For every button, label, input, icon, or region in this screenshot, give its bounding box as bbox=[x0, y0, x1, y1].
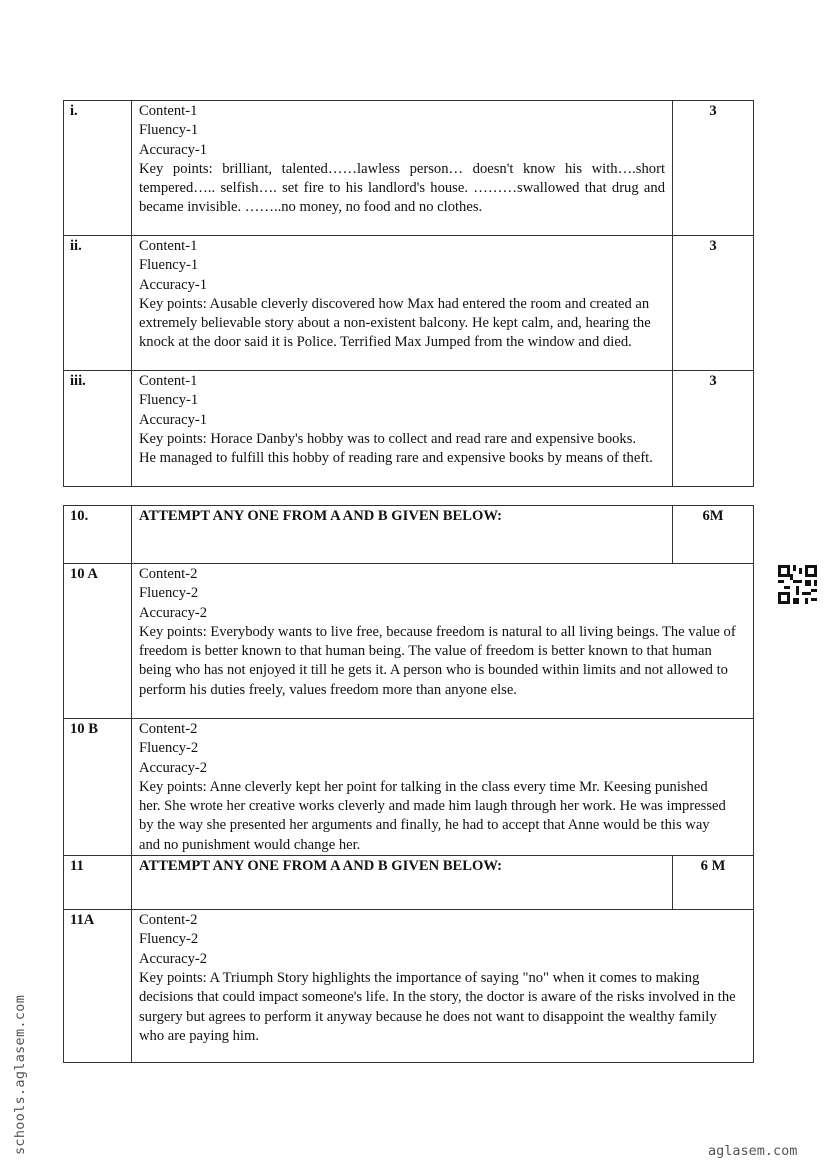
question-number: 10 A bbox=[64, 564, 132, 719]
criterion: Content-1 bbox=[139, 238, 198, 254]
question-heading: ATTEMPT ANY ONE FROM A AND B GIVEN BELOW: bbox=[132, 506, 673, 564]
question-number: 10. bbox=[64, 506, 132, 564]
criterion: Content-1 bbox=[139, 373, 198, 389]
criterion: Fluency-1 bbox=[139, 392, 199, 409]
answer-cell bbox=[132, 371, 673, 487]
criterion: Accuracy-1 bbox=[139, 276, 208, 293]
key-points: Key points: Horace Danby's hobby was to collect and read rare and expensive books. He managed to fulfill this hobby of reading rare and expensive books by means of theft. bbox=[139, 430, 653, 467]
marking-table-2 bbox=[63, 505, 754, 1063]
key-points: Key points: Ausable cleverly discovered how Max had entered the room and created an extremely believable story about a non-existent balcony. He kept calm, and, hearing the knock at the door said it is Police. Terrified Max Jumped from the window and died. bbox=[139, 295, 651, 351]
watermark: schools.aglasem.com bbox=[12, 994, 28, 1155]
criterion: Fluency-1 bbox=[139, 257, 199, 274]
question-number: iii. bbox=[64, 371, 132, 487]
criterion: Accuracy-2 bbox=[139, 950, 208, 967]
criterion: Fluency-2 bbox=[139, 585, 199, 602]
question-number: 10 B bbox=[64, 719, 132, 856]
question-heading: ATTEMPT ANY ONE FROM A AND B GIVEN BELOW: bbox=[132, 856, 673, 910]
question-number: 11A bbox=[64, 910, 132, 1063]
table-row bbox=[64, 506, 754, 564]
criterion: Content-2 bbox=[139, 566, 198, 582]
key-points: Key points: brilliant, talented……lawless person… doesn't know his with….short tempered….. selfish…. set fire to his landlord's house. ………swallowed that drug and became invisible. ……..no money, no food and no clothes. bbox=[139, 160, 665, 216]
criterion: Accuracy-1 bbox=[139, 411, 208, 428]
criterion: Accuracy-2 bbox=[139, 604, 208, 621]
question-number: i. bbox=[64, 101, 132, 236]
table-row bbox=[64, 564, 754, 719]
table-row bbox=[64, 371, 754, 487]
answer-cell bbox=[132, 236, 673, 371]
marks: 3 bbox=[673, 371, 754, 487]
marking-table-1 bbox=[63, 100, 754, 487]
table-row bbox=[64, 910, 754, 1063]
qr-code-icon bbox=[778, 565, 817, 604]
answer-cell bbox=[132, 719, 754, 856]
criterion: Content-2 bbox=[139, 912, 198, 929]
criterion: Accuracy-1 bbox=[139, 141, 208, 158]
marks: 6 M bbox=[673, 856, 754, 910]
answer-cell bbox=[132, 101, 673, 236]
question-number: ii. bbox=[64, 236, 132, 371]
criterion: Content-1 bbox=[139, 103, 198, 119]
criterion: Fluency-2 bbox=[139, 931, 199, 948]
criterion: Fluency-1 bbox=[139, 122, 199, 139]
key-points: Key points: Anne cleverly kept her point for talking in the class every time Mr. Keesing punished her. She wrote her creative works cleverly and made him laugh through her work. He was impressed by the way she presented her arguments and finally, he had to accept that Anne would be this way and no punishment would change her. bbox=[139, 778, 726, 853]
question-number: 11 bbox=[64, 856, 132, 910]
answer-cell bbox=[132, 564, 754, 719]
footer-site: aglasem.com bbox=[708, 1143, 798, 1159]
criterion: Accuracy-2 bbox=[139, 759, 208, 776]
criterion: Fluency-2 bbox=[139, 740, 199, 757]
table-row bbox=[64, 101, 754, 236]
key-points: Key points: A Triumph Story highlights the importance of saying "no" when it comes to making decisions that could impact someone's life. In the story, the doctor is aware of the risks involved in the surgery but agrees to perform it anyway because he does not want to disappoint the wealthy family who are paying him. bbox=[139, 969, 736, 1044]
marks: 3 bbox=[673, 236, 754, 371]
table-row bbox=[64, 236, 754, 371]
criterion: Content-2 bbox=[139, 721, 198, 737]
marks: 3 bbox=[673, 101, 754, 236]
key-points: Key points: Everybody wants to live free, because freedom is natural to all living beings. The value of freedom is better known to that human being. The value of freedom is better known to that human being who has not enjoyed it till he gets it. A person who is bounded within limits and not allowed to perform his duties freely, values freedom more than anyone else. bbox=[139, 623, 736, 698]
marks: 6M bbox=[673, 506, 754, 564]
table-row bbox=[64, 719, 754, 856]
table-row bbox=[64, 856, 754, 910]
answer-cell bbox=[132, 910, 754, 1063]
